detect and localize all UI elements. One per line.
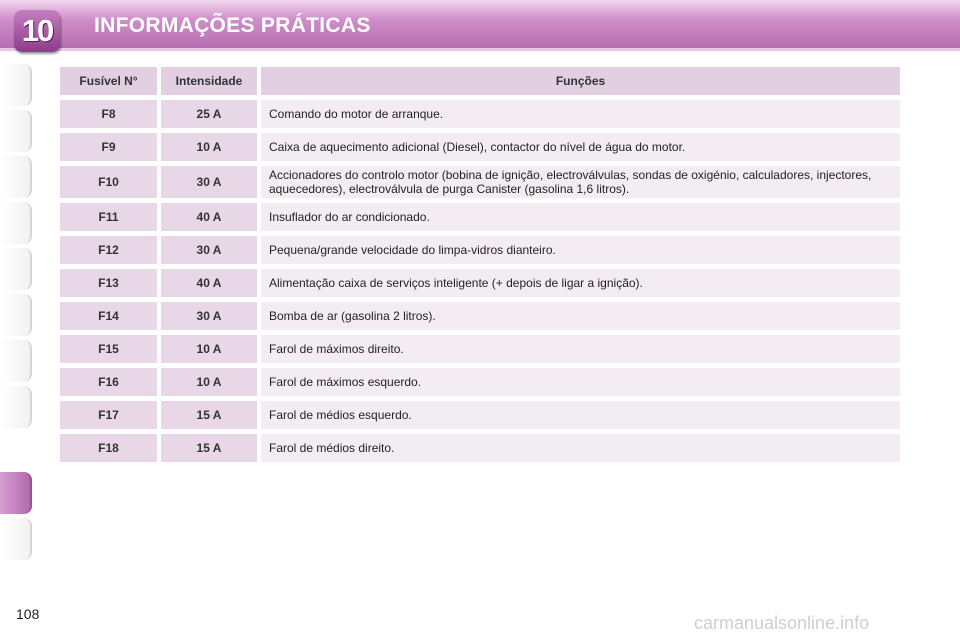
chapter-tab[interactable] [0, 248, 32, 290]
column-header-functions: Funções [261, 67, 900, 95]
chapter-tab-active[interactable] [0, 472, 32, 514]
fuse-function: Farol de máximos direito. [261, 335, 900, 363]
table-header-row [60, 67, 900, 95]
chapter-number: 10 [21, 13, 53, 48]
chapter-tab[interactable] [0, 518, 32, 560]
fuse-intensity: 30 A [161, 236, 257, 264]
header-divider [0, 48, 960, 51]
table-row [60, 269, 900, 297]
fuse-intensity: 30 A [161, 166, 257, 198]
chapter-tab[interactable] [0, 294, 32, 336]
chapter-tabs [0, 64, 34, 576]
chapter-tab[interactable] [0, 110, 32, 152]
chapter-badge [14, 10, 60, 52]
fuse-number: F13 [60, 269, 157, 297]
fuse-function: Farol de médios esquerdo. [261, 401, 900, 429]
fuse-function: Comando do motor de arranque. [261, 100, 900, 128]
fuse-function: Farol de médios direito. [261, 434, 900, 462]
column-header-intensity: Intensidade [161, 67, 257, 95]
fuse-number: F12 [60, 236, 157, 264]
watermark: carmanualsonline.info [694, 613, 870, 633]
fuse-intensity: 40 A [161, 203, 257, 231]
fuse-number: F18 [60, 434, 157, 462]
page-number: 108 [16, 606, 40, 622]
fuse-intensity: 40 A [161, 269, 257, 297]
table-row [60, 100, 900, 128]
fuse-intensity: 10 A [161, 335, 257, 363]
fuse-function: Pequena/grande velocidade do limpa-vidros dianteiro. [261, 236, 900, 264]
table-row [60, 434, 900, 462]
table-row [60, 133, 900, 161]
table-row [60, 401, 900, 429]
fuse-number: F14 [60, 302, 157, 330]
fuse-intensity: 15 A [161, 434, 257, 462]
fuse-intensity: 30 A [161, 302, 257, 330]
fuse-number: F17 [60, 401, 157, 429]
chapter-tab[interactable] [0, 386, 32, 428]
fuse-intensity: 10 A [161, 368, 257, 396]
fuse-function: Farol de máximos esquerdo. [261, 368, 900, 396]
fuse-table [56, 62, 904, 467]
fuse-function: Insuflador do ar condicionado. [261, 203, 900, 231]
fuse-intensity: 10 A [161, 133, 257, 161]
page-title: INFORMAÇÕES PRÁTICAS [94, 14, 371, 37]
fuse-number: F10 [60, 166, 157, 198]
fuse-number: F11 [60, 203, 157, 231]
fuse-number: F9 [60, 133, 157, 161]
fuse-intensity: 15 A [161, 401, 257, 429]
fuse-number: F8 [60, 100, 157, 128]
fuse-function: Alimentação caixa de serviços inteligente (+ depois de ligar a ignição). [261, 269, 900, 297]
chapter-tab[interactable] [0, 340, 32, 382]
fuse-function: Bomba de ar (gasolina 2 litros). [261, 302, 900, 330]
fuse-intensity: 25 A [161, 100, 257, 128]
table-row [60, 203, 900, 231]
table-row [60, 368, 900, 396]
chapter-tab[interactable] [0, 64, 32, 106]
table-row [60, 236, 900, 264]
table-row [60, 335, 900, 363]
chapter-tab[interactable] [0, 202, 32, 244]
table-row [60, 166, 900, 198]
chapter-tab[interactable] [0, 156, 32, 198]
fuse-function: Caixa de aquecimento adicional (Diesel), contactor do nível de água do motor. [261, 133, 900, 161]
fuse-number: F16 [60, 368, 157, 396]
fuse-number: F15 [60, 335, 157, 363]
fuse-function: Accionadores do controlo motor (bobina de ignição, electroválvulas, sondas de oxigénio, calculadores, injectores, aquecedores), electroválvula de purga Canister (gasolina 1,6 litros). [261, 166, 900, 198]
column-header-fuse-number: Fusível N° [60, 67, 157, 95]
table-row [60, 302, 900, 330]
